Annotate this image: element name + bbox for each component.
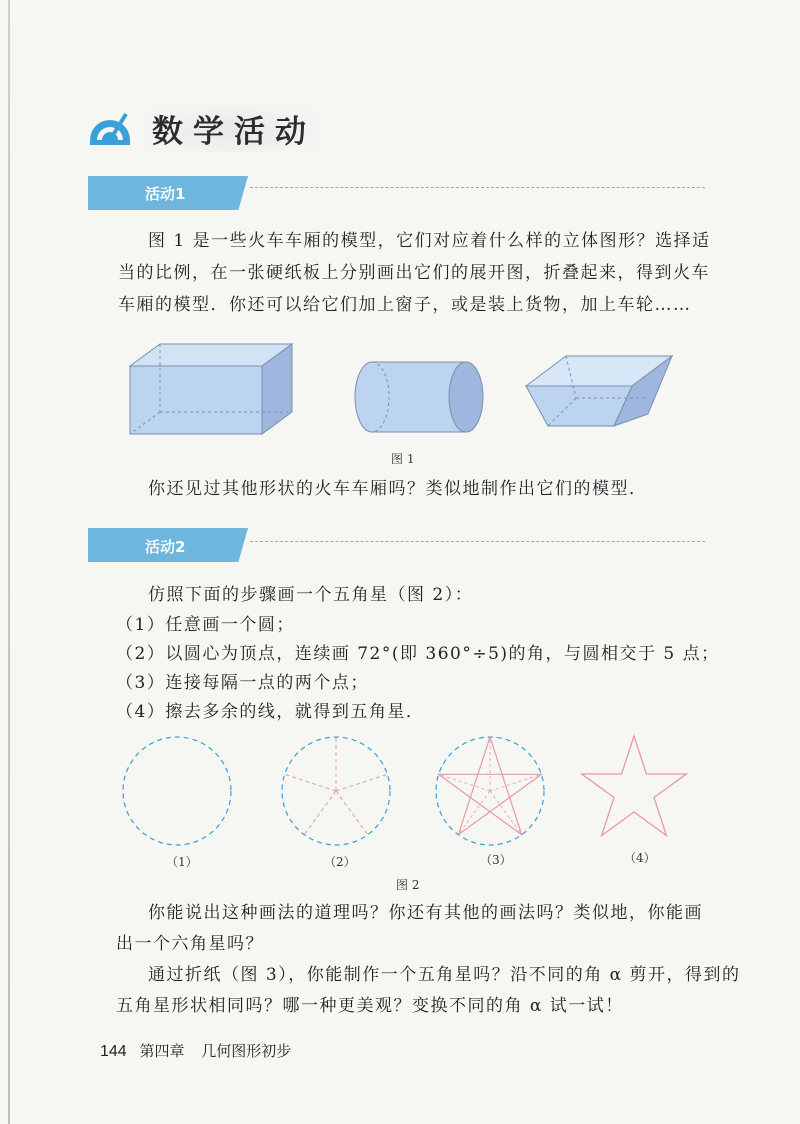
figure2-subcaption-2: （2） bbox=[324, 855, 356, 869]
page-footer bbox=[100, 1040, 291, 1061]
footer-chapter-title: 几何图形初步 bbox=[201, 1042, 292, 1060]
activity2-step4: （4）擦去多余的线，就得到五角星． bbox=[116, 702, 425, 722]
activity2-dashed-rule bbox=[250, 541, 705, 542]
page-title: 数学活动 bbox=[146, 104, 322, 153]
activity1-para2: 你还见过其他形状的火车车厢吗？类似地制作出它们的模型． bbox=[148, 479, 648, 499]
activity2-step2: （2）以圆心为顶点，连续画 72°(即 360°÷5)的角，与圆相交于 5 点； bbox=[116, 644, 720, 664]
figure1-train-car-solids bbox=[120, 338, 680, 448]
activity1-para1-line3: 车厢的模型．你还可以给它们加上窗子，或是装上货物，加上车轮…… bbox=[118, 295, 692, 315]
footer-chapter: 第四章 bbox=[139, 1042, 185, 1060]
activity1-para1-line2: 当的比例，在一张硬纸板上分别画出它们的展开图，折叠起来，得到火车 bbox=[118, 263, 710, 283]
cuboid-solid bbox=[130, 344, 292, 434]
activity2-para3-line1: 你能说出这种画法的道理吗？你还有其他的画法吗？类似地，你能画 bbox=[148, 903, 703, 923]
trapezoid-prism-solid bbox=[526, 356, 672, 426]
activity2-step3: （3）连接每隔一点的两个点； bbox=[116, 673, 369, 693]
page-number: 144 bbox=[100, 1043, 127, 1060]
cylinder-solid bbox=[355, 362, 483, 432]
activity1-dashed-rule bbox=[250, 187, 705, 188]
activity2-intro: 仿照下面的步骤画一个五角星（图 2）： bbox=[148, 585, 474, 605]
activity1-label: 活动1 bbox=[145, 185, 186, 203]
activity2-para3-line2: 出一个六角星吗？ bbox=[116, 934, 264, 954]
activity2-para4-line1: 通过折纸（图 3），你能制作一个五角星吗？沿不同的角 α 剪开，得到的 bbox=[148, 965, 741, 985]
activity1-para1-line1: 图 1 是一些火车车厢的模型，它们对应着什么样的立体图形？选择适 bbox=[148, 231, 711, 251]
figure2-subcaption-4: （4） bbox=[624, 851, 656, 865]
page-spine bbox=[8, 0, 10, 1124]
step1-circle bbox=[123, 737, 231, 845]
activity2-para4-line2: 五角星形状相同吗？哪一种更美观？变换不同的角 α 试一试！ bbox=[116, 996, 624, 1016]
figure2-star-steps bbox=[110, 730, 700, 850]
figure2-caption: 图 2 bbox=[396, 878, 420, 892]
figure1-caption: 图 1 bbox=[391, 452, 415, 466]
section-header bbox=[86, 100, 386, 160]
step4-star bbox=[582, 736, 687, 836]
activity2-label: 活动2 bbox=[145, 538, 186, 556]
activity2-step1: （1）任意画一个圆； bbox=[116, 615, 295, 635]
protractor-icon bbox=[86, 102, 134, 150]
figure2-subcaption-3: （3） bbox=[480, 853, 512, 867]
figure2-subcaption-1: （1） bbox=[166, 855, 198, 869]
step2-circle-with-radii bbox=[282, 737, 390, 845]
step3-circle-with-star-lines bbox=[436, 737, 544, 845]
